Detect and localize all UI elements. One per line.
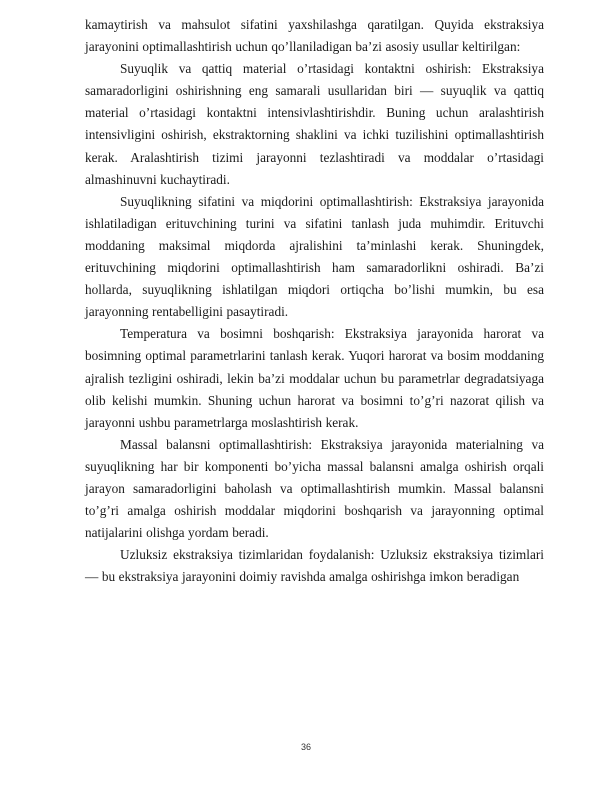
document-body bbox=[85, 14, 544, 588]
paragraph-contact-increase: Suyuqlik va qattiq material o’rtasidagi kontaktni oshirish: Ekstraksiya samaradorligini oshirishning eng samarali usullaridan biri — suyuqlik va qattiq material o’rtasidagi kontaktni intensivlashtirishdir. Buning uchun aralashtirish intensivligini oshirish, ekstraktorning shaklini va ichki tuzilishini optimallashtirish kerak. Aralashtirish tizimi jarayonni tezlashtiradi va moddalar o’rtasidagi almashinuvni kuchaytiradi. bbox=[85, 61, 544, 187]
paragraph-solvent-optimization: Suyuqlikning sifatini va miqdorini optimallashtirish: Ekstraksiya jarayonida ishlatiladigan erituvchining turini va sifatini tanlash juda muhimdir. Erituvchi moddaning maksimal miqdorda ajralishini ta’minlashi kerak. Shuningdek, erituvchining miqdorini optimallashtirish ham samaradorlikni oshiradi. Ba’zi hollarda, suyuqlikning ishlatilgan miqdori ortiqcha bo’lishi mumkin, bu esa jarayonning rentabelligini pasaytiradi. bbox=[85, 193, 544, 320]
paragraph-temperature-pressure: Temperatura va bosimni boshqarish: Ekstraksiya jarayonida harorat va bosimning optimal parametrlarini tanlash kerak. Yuqori harorat va bosim moddaning ajralish tezligini oshiradi, lekin ba’zi moddalar uchun bu parametrlar degradatsiyaga olib kelishi mumkin. Shuning uchun harorat va bosimni to’g’ri nazorat qilish va jarayonni ushbu parametrlarga moslashtirish kerak. bbox=[85, 326, 544, 430]
paragraph-continuous-extraction: Uzluksiz ekstraksiya tizimlaridan foydalanish: Uzluksiz ekstraksiya tizimlari — bu ekstraksiya jarayonini doimiy ravishda amalga oshirishga imkon beradigan bbox=[85, 547, 544, 585]
paragraph-mass-balance: Massal balansni optimallashtirish: Ekstraksiya jarayonida materialning va suyuqlikning har bir komponenti bo’yicha massal balansni amalga oshirish orqali jarayon samaradorligini baholash va optimallashtirish mumkin. Massal balansni to’g’ri amalga oshirish moddalar miqdorini boshqarish va jarayonning optimal natijalarini olishga yordam beradi. bbox=[85, 436, 544, 541]
paragraph-continuation: kamaytirish va mahsulot sifatini yaxshilashga qaratilgan. Quyida ekstraksiya jarayonini optimallashtirish uchun qo’llaniladigan ba’zi asosiy usullar keltirilgan: bbox=[85, 17, 544, 55]
page-number: 36 bbox=[300, 742, 311, 752]
